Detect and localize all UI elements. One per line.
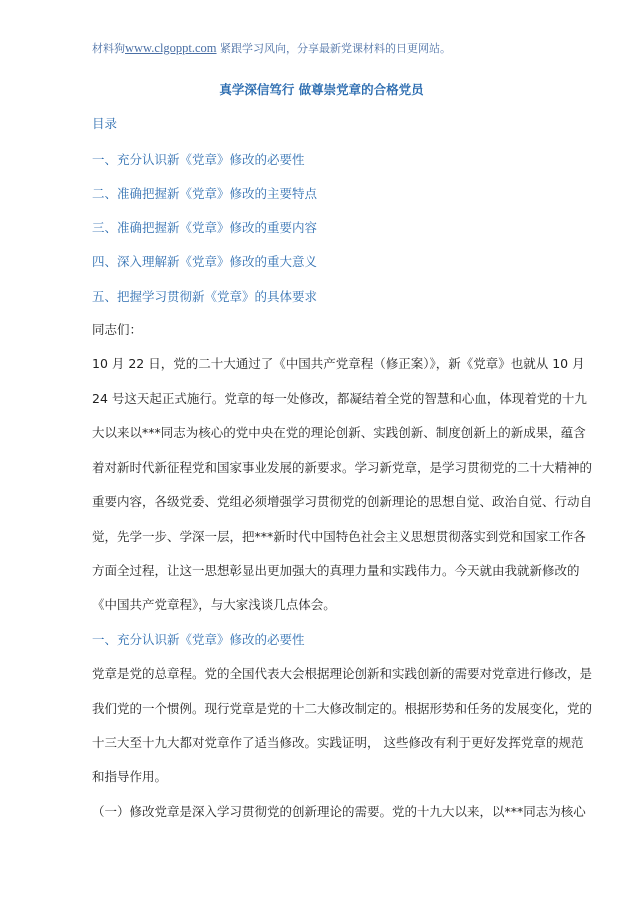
paragraph1-line-1: 10 月 22 日，党的二十大通过了《中国共产党章程（修正案）》，新《党章》也就从 10 月	[92, 356, 585, 371]
paragraph1-line-7: 方面全过程，让这一思想彰显出更加强大的真理力量和实践伟力。今天就由我就新修改的	[92, 563, 580, 578]
greeting: 同志们：	[92, 322, 143, 337]
paragraph1-line-5: 重要内容，各级党委、党组必须增强学习贯彻党的创新理论的思想自觉、政治自觉、行动自	[92, 494, 593, 509]
paragraph2-line-2: 我们党的一个惯例。现行党章是党的十二大修改制定的。根据形势和任务的发展变化，党的	[92, 701, 593, 716]
paragraph3-line-1: （一）修改党章是深入学习贯彻党的创新理论的需要。党的十九大以来，以***同志为核心	[92, 804, 586, 819]
toc-heading: 目录	[92, 116, 118, 131]
paragraph1-line-3: 大以来以***同志为核心的党中央在党的理论创新、实践创新、制度创新上的新成果，蕴含	[92, 425, 586, 440]
toc-item-5[interactable]: 五、把握学习贯彻新《党章》的具体要求	[92, 289, 318, 304]
section1-heading: 一、充分认识新《党章》修改的必要性	[92, 632, 305, 647]
toc-item-1[interactable]: 一、充分认识新《党章》修改的必要性	[92, 152, 305, 167]
page-header	[92, 40, 451, 56]
site-link[interactable]: www.clgoppt.com	[125, 41, 217, 55]
paragraph1-line-6: 觉，先学一步、学深一层，把***新时代中国特色社会主义思想贯彻落实到党和国家工作各	[92, 529, 586, 544]
toc-item-3[interactable]: 三、准确把握新《党章》修改的重要内容	[92, 220, 318, 235]
paragraph1-line-4: 着对新时代新征程党和国家事业发展的新要求。学习新党章，是学习贯彻党的二十大精神的	[92, 460, 593, 475]
toc-item-2[interactable]: 二、准确把握新《党章》修改的主要特点	[92, 186, 318, 201]
paragraph1-line-8: 《中国共产党章程》，与大家浅谈几点体会。	[92, 597, 336, 612]
header-prefix: 材料狗	[92, 42, 125, 55]
paragraph1-line-2: 24 号这天起正式施行。党章的每一处修改，都凝结着全党的智慧和心血，体现着党的十九	[92, 391, 587, 406]
document-title: 真学深信笃行 做尊崇党章的合格党员	[219, 82, 424, 97]
toc-item-4[interactable]: 四、深入理解新《党章》修改的重大意义	[92, 254, 318, 269]
paragraph2-line-4: 和指导作用。	[92, 769, 168, 784]
header-suffix: 紧跟学习风向，分享最新党课材料的日更网站。	[216, 42, 452, 55]
paragraph2-line-3: 十三大至十九大都对党章作了适当修改。实践证明， 这些修改有利于更好发挥党章的规范	[92, 735, 584, 750]
paragraph2-line-1: 党章是党的总章程。党的全国代表大会根据理论创新和实践创新的需要对党章进行修改，是	[92, 666, 593, 681]
